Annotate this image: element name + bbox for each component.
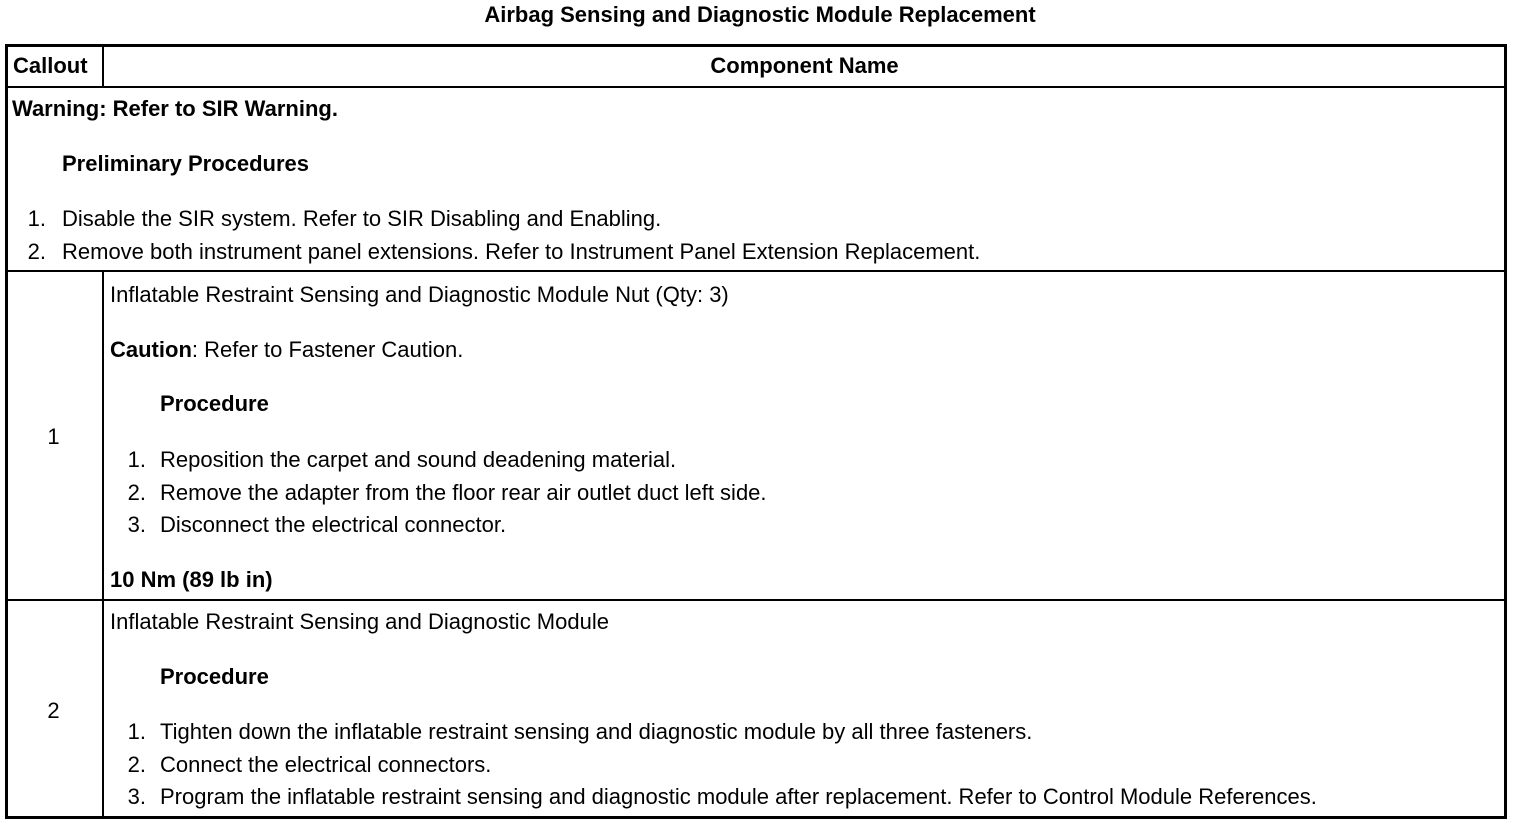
row-1-torque: 10 Nm (89 lb in)	[110, 567, 273, 592]
caution-text: : Refer to Fastener Caution.	[191, 337, 464, 362]
caution-label: Caution	[110, 337, 192, 362]
preliminary-step-1-number: 1.	[27, 206, 46, 231]
row-1-step-1: Reposition the carpet and sound deadening material.	[160, 447, 677, 472]
preliminary-divider	[5, 270, 1507, 272]
row-2-step-2: Connect the electrical connectors.	[160, 752, 492, 777]
warning-label: Warning	[12, 96, 100, 121]
preliminary-step-1: Disable the SIR system. Refer to SIR Disabling and Enabling.	[62, 206, 662, 231]
preliminary-heading: Preliminary Procedures	[62, 151, 310, 176]
row-2-step-1-number: 1.	[127, 719, 146, 744]
row-1-step-3: Disconnect the electrical connector.	[160, 512, 507, 537]
row-1-procedure-heading: Procedure	[160, 391, 269, 416]
preliminary-step-2-number: 2.	[27, 239, 46, 264]
header-divider	[5, 86, 1507, 88]
row-2-procedure-heading: Procedure	[160, 664, 269, 689]
row-1-component: Inflatable Restraint Sensing and Diagnostic Module Nut (Qty: 3)	[110, 282, 729, 307]
row-2-step-1: Tighten down the inflatable restraint sensing and diagnostic module by all three fasteners.	[160, 719, 1033, 744]
row-1-step-2-number: 2.	[127, 480, 146, 505]
row-1-step-1-number: 1.	[127, 447, 146, 472]
row1-divider	[5, 599, 1507, 601]
row-2-step-2-number: 2.	[127, 752, 146, 777]
row-2-component: Inflatable Restraint Sensing and Diagnostic Module	[110, 609, 609, 634]
body-column-divider	[102, 270, 104, 819]
header-component-name: Component Name	[710, 53, 899, 78]
row-2-step-3-number: 3.	[127, 784, 146, 809]
header-callout: Callout	[13, 53, 88, 78]
document-title: Airbag Sensing and Diagnostic Module Replacement	[484, 2, 1036, 27]
warning-line	[12, 96, 338, 122]
row-2-step-3: Program the inflatable restraint sensing and diagnostic module after replacement. Refer to Control Module References.	[160, 784, 1317, 809]
row-2-callout: 2	[47, 698, 60, 723]
preliminary-step-2: Remove both instrument panel extensions. Refer to Instrument Panel Extension Replacement.	[62, 239, 981, 264]
row-1-step-3-number: 3.	[127, 512, 146, 537]
row-1-callout: 1	[47, 424, 60, 449]
row-1-step-2: Remove the adapter from the floor rear air outlet duct left side.	[160, 480, 767, 505]
row-1-caution-line	[110, 337, 463, 363]
warning-text: : Refer to SIR Warning.	[99, 96, 338, 121]
